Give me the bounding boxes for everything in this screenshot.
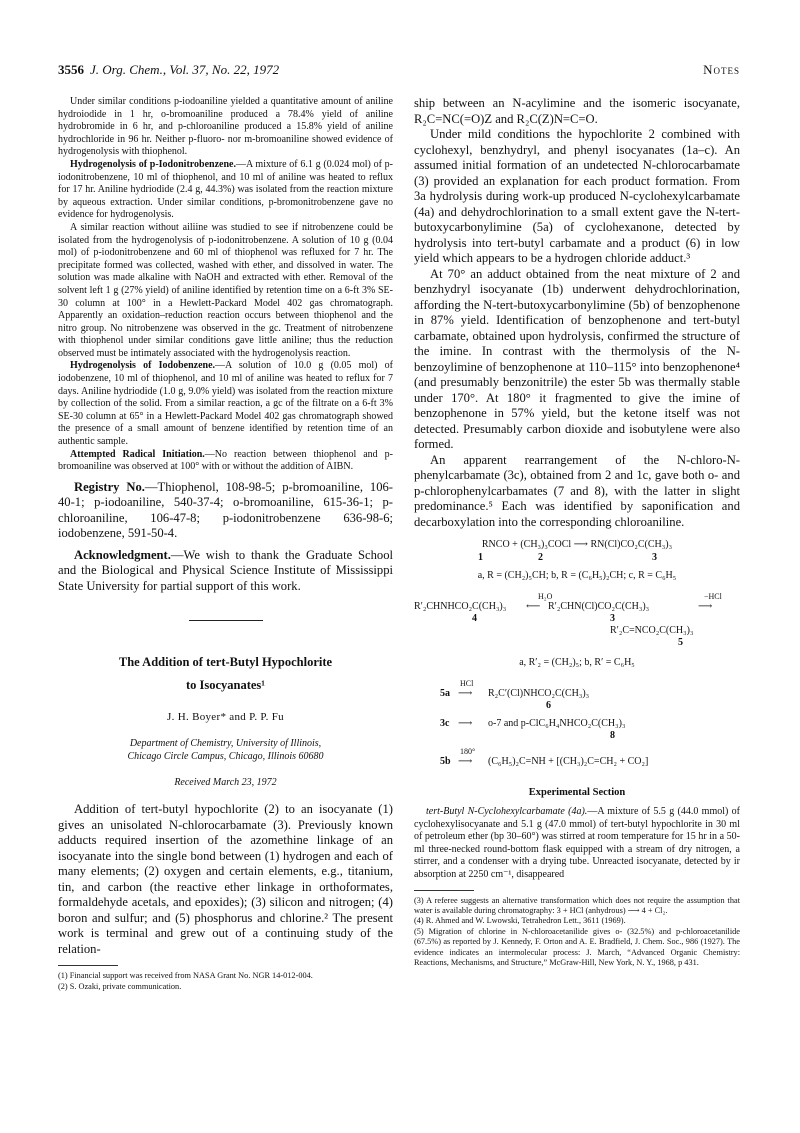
left-column — [58, 96, 393, 992]
equation-1: RNCO + (CH₃)₃COCl ⟶ RN(Cl)CO₂C(CH₃)₃ — [481, 539, 673, 550]
authors: J. H. Boyer* and P. P. Fu — [167, 711, 284, 724]
title-line: to Isocyanates¹ — [185, 678, 266, 693]
running-header — [58, 62, 740, 82]
footnote-rule — [414, 890, 474, 891]
compound-number: 4 — [472, 613, 477, 624]
divider — [189, 620, 263, 621]
product-6: R₂C′(Cl)NHCO₂C(CH₃)₃ — [488, 688, 590, 699]
section-label: Notes — [703, 62, 740, 77]
page-number: 3556 — [58, 62, 84, 77]
paragraph-text: —We wish to thank the Graduate School and the Biological and Physical Science Institute of Mississippi State University for partial support of this work. — [58, 547, 393, 593]
article-title — [58, 651, 393, 697]
title-line: The Addition of tert-Butyl Hypochlorite — [118, 655, 333, 670]
footnote: (5) Migration of chlorine in N-chloroacetanilide gives o- (32.5%) and p-chloroacetanilide (67.5%) as reported by J. Kennedy, F. Orton and A. E. Bradfield, J. Chem. Soc., 986 (1927). The evidence indicates an intermolecular process: J. March, “Advanced Organic Chemistry: Reactions, Mechanisms, and Structure,” McGraw-Hill, New York, N. Y., 1968, p 431. — [414, 926, 740, 967]
page-number-and-journal — [58, 62, 279, 78]
paragraph: Under mild conditions the hypochlorite 2 combined with cyclohexyl, benzhydryl, and phenyl isocyanates (1a–c). An assumed initial formation of an undetected N-chlorocarbamate (3) provided an explanation for each product formation. From 3a hydrolysis during work-up produced N-cyclohexylcarbamate (4a) and dehydrochlorination to a small extent gave the N-tert-butoxycarbonylimine (5a) of cyclohexanone, detected by hydrolysis into tert-butyl carbamate and a product (6) in low yield which appears to be a hydrogen chloride adduct.³ — [414, 127, 740, 265]
run-in-heading: tert-Butyl N-Cyclohexylcarbamate (4a). — [426, 806, 588, 817]
paragraph: A similar reaction without ailiine was studied to see if nitrobenzene could be isolated from the hydrogenolysis of p-iodonitrobenzene. A solution of 10 g (0.04 mol) of p-iodonitrobenzene and 60 ml of thiophenol was refluxed for 7 hr. The precipitate formed was collected, washed with ether, and dissolved in water. The solution was made alkaline with NaOH and extracted with ether. Removal of the solvent left 1 g (27% yield) of aniline identified by retention time on a 6-ft 3% SE-30 column at 100° in a Hewlett-Packard Model 402 gas chromatograph. Apparently an oxidation–reduction reaction occurs between thiophenol and the nitro group. No nitrobenzene was observed in the gc. Treatment of nitrobenzene with thiophenol under similar conditions gave little aniline; thus the reduction observed must be intimately associated with the hydrogenolysis reaction. — [58, 221, 393, 359]
product-5: R′₂C=NCO₂C(CH₃)₃ — [610, 625, 694, 636]
products-7-8: o-7 and p-ClC₆H₄NHCO₂C(CH₃)₃ — [488, 718, 626, 729]
intro-paragraph: Addition of tert-butyl hypochlorite (2) to an isocyanate (1) gives an unisolated N-chlorocarbamate (3). Previously known adducts required insertion of the azomethine linkage of an isocyanate into the single bond between (1) hydrogen and each of many elements; (2) oxygen and certain elements, e.g., titanium, tin, and carbon (the reactive ether linkage in orthoformates, formaldehyde acetals, and epoxides); (3) silicon and nitrogen; (4) boron and sulfur; and (5) phosphorus and chlorine.² The present work is terminal and grew out of a continuing study of the relation- — [58, 802, 393, 956]
arrow-right: ⟶ — [458, 756, 473, 767]
paragraph-text: —No reaction between thiophenol and p-bromoaniline was observed at 100° with or without the addition of AIBN. — [58, 448, 393, 473]
paragraph: Under similar conditions p-iodoaniline yielded a quantitative amount of aniline hydroiodide in 1 hr, o-bromoaniline produced a 78.4% yield of aniline hydrobromide in 6 hr, and p-chloroaniline produced a 15.8% yield of aniline hydrochloride in 96 hr. Neither p-fluoro- nor m-bromoaniline showed evidence of hydrogenolysis with thiophenol. — [58, 96, 393, 158]
reactant-label: 3c — [440, 718, 450, 729]
equation-5 — [414, 745, 740, 771]
equation-1-numbers — [414, 551, 740, 564]
run-in-heading: Registry No. — [74, 479, 145, 494]
compound-number: 2 — [538, 552, 543, 563]
footnote: (4) R. Ahmed and W. Lwowski, Tetrahedron Lett., 3611 (1969). — [414, 916, 626, 926]
received-date: Received March 23, 1972 — [174, 777, 277, 789]
footnote: (2) S. Ozaki, private communication. — [58, 981, 182, 991]
affiliation-line: Department of Chemistry, University of Illinois, — [129, 738, 322, 750]
journal-citation: J. Org. Chem., Vol. 37, No. 22, 1972 — [90, 62, 280, 77]
paragraph — [58, 159, 393, 222]
paragraph — [58, 449, 393, 474]
acknowledgment — [58, 548, 393, 595]
arrow-right: ⟶ — [458, 688, 473, 699]
equation-3 — [414, 677, 740, 711]
compound-number: 8 — [610, 730, 615, 741]
reagent-label: 180° — [460, 747, 476, 756]
footnote: (1) Financial support was received from NASA Grant No. NGR 14-012-004. — [58, 971, 313, 981]
paragraph — [58, 360, 393, 448]
reactant-label: 5b — [440, 756, 451, 767]
reagent-label: −HCl — [704, 592, 722, 601]
compound-number: 5 — [678, 637, 683, 648]
footnote: (3) A referee suggests an alternative transformation which does not require the assumption that water is available during chromatography: 3 + HCl (anhydrous) ⟶ 4 + Cl₂. — [414, 895, 740, 915]
arrow-left: ⟵ — [526, 601, 541, 612]
paragraph: At 70° an adduct obtained from the neat mixture of 2 and benzhydryl isocyanate (1b) underwent dehydrochlorination, affording the N-tert-butoxycarbonylimine (5b) of benzophenone in 87% yield. Identification of benzophenone and tert-butyl carbamate, obtained upon hydrolysis, confirmed the structure of the imine. In contrast with the thermolysis of the N-benzoylimine of benzophenone at 110–115° into benzophenone⁴ (and presumably benzonitrile) the ester 5b was thermally stable under 170°. At 180° it fragmented to give the imine of benzophenone in 57% yield, but the ketone itself was not detected. Presumably carbon dioxide and isobutylene were also formed. — [414, 266, 740, 451]
reactant-label: 5a — [440, 688, 450, 699]
footnote-rule — [58, 965, 118, 966]
products-thermolysis: (C₆H₅)₂C=NH + [(CH₃)₂C=CH₂ + CO₂] — [488, 756, 649, 767]
paragraph-text: —Thiophenol, 108-98-5; p-bromoaniline, 106-40-1; p-iodoaniline, 540-37-4; o-bromoaniline, 615-36-1; p-chloroaniline, 106-47-8; p-iodonitrobenzene 636-98-6; iodobenzene, 591-50-4. — [58, 479, 393, 541]
run-in-heading: Hydrogenolysis of Iodobenzene. — [70, 360, 216, 372]
paragraph-text: —A mixture of 6.1 g (0.024 mol) of p-iodonitrobenzene, 10 ml of thiophenol, and 10 ml of aniline was heated to reflux for 17 hr. Aniline hydriodide (2.4 g, 44.3%) was isolated from the reaction mixture by aqueous extraction. Under similar conditions, p-bromonitrobenzene gave no evidence for hydrogenolysis. — [58, 158, 394, 221]
equation-2 — [414, 590, 740, 648]
arrow-right: ⟶ — [698, 601, 713, 612]
reaction-scheme — [414, 538, 740, 771]
intermediate-3: R′₂CHN(Cl)CO₂C(CH₃)₃ — [548, 601, 650, 612]
compound-number: 3 — [610, 613, 615, 624]
affiliation-line: Chicago Circle Campus, Chicago, Illinois 60680 — [127, 751, 324, 763]
reagent-label: HCl — [460, 679, 474, 688]
arrow-right: ⟶ — [458, 718, 473, 729]
run-in-heading: Attempted Radical Initiation. — [70, 448, 205, 460]
run-in-heading: Hydrogenolysis of p-Iodonitrobenzene. — [70, 158, 236, 170]
compound-number: 6 — [546, 700, 551, 711]
product-4: R′₂CHNHCO₂C(CH₃)₃ — [414, 601, 507, 612]
paragraph-text: —A mixture of 5.5 g (44.0 mmol) of cyclohexylisocyanate and 5.1 g (47.0 mmol) of tert-butyl hypochlorite in 30 ml of petroleum ether (bp 30–60°) was stirred at room temperature for 15 hr in a 50-ml three-necked round-bottom flask equipped with a stream of dry nitrogen, a stirrer, and a condenser with a drying tube. Unreacted isocyanate, detected by ir absorption at 2250 cm⁻¹, disappeared — [414, 806, 740, 880]
equation-4 — [414, 713, 740, 741]
affiliation — [58, 737, 393, 763]
right-column — [414, 96, 740, 968]
paragraph — [414, 806, 740, 882]
paragraph-text: —A solution of 10.0 g (0.05 mol) of iodobenzene, 10 ml of thiophenol, and 10 ml of aniline was heated to reflux for 7 days. Aniline hydriodide (1.0 g, 9.0% yield) was isolated from the reaction mixture by collection of the solid. From a similar reaction, a gc of the filtrate on a 6-ft 3% SE-30 column at 65° in a Hewlett-Packard Model 402 gas chromatograph showed the presence of a small amount of benzene identified by retention time of an authentic sample. — [58, 360, 393, 448]
equation-1-definitions: a, R = (CH₂)₅CH; b, R = (C₆H₅)₂CH; c, R = C₆H₅ — [477, 570, 677, 581]
paragraph: An apparent rearrangement of the N-chloro-N-phenylcarbamate (3c), obtained from 2 and 1c, gave both o- and p-chlorophenylcarbamates (7 and 8), with the latter in slight predominance.⁵ Each was identified by saponification and decarboxylation into the corresponding chloroaniline. — [414, 452, 740, 529]
compound-number: 1 — [478, 552, 483, 563]
equation-2-definitions: a, R′₂ = (CH₂)₅; b, R′ = C₆H₅ — [519, 657, 635, 668]
section-heading: Experimental Section — [528, 787, 626, 798]
run-in-heading: Acknowledgment. — [74, 547, 171, 562]
reagent-label: H₂O — [538, 592, 553, 601]
compound-number: 3 — [652, 552, 657, 563]
registry-numbers — [58, 480, 393, 542]
paragraph: ship between an N-acylimine and the isomeric isocyanate, R₂C=NC(=O)Z and R₂C(Z)N=C=O. — [414, 96, 740, 126]
